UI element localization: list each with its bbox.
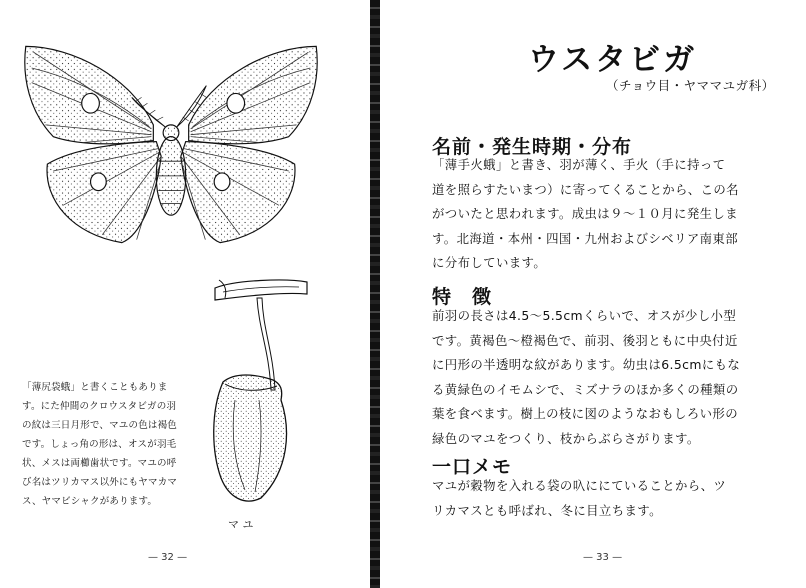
moth-illustration bbox=[14, 38, 328, 250]
page-number-left: — 32 — bbox=[148, 552, 188, 563]
page-title: ウスタビガ bbox=[528, 42, 698, 78]
section-body-features: 前羽の長さは4.5～5.5cmくらいで、オスが少し小型 です。黄褐色～橙褐色で、前羽、後羽ともに中央付近 に円形の半透明な紋があります。幼虫は6.5cmにもな る黄緑色のイモムシで、ミズナラのほか多くの種類の 葉を食べます。樹上の枝に図のようなおもしろい形の 緑色のマユをつくり、枝からぶらさがります。 bbox=[432, 308, 741, 446]
cocoon-illustration bbox=[195, 270, 315, 510]
section-heading-memo: 一口メモ bbox=[432, 456, 513, 478]
section-body-memo: マユが穀物を入れる袋の叺ににていることから、ツ リカマスとも呼ばれ、冬に目立ちます。 bbox=[432, 478, 727, 518]
right-page bbox=[380, 0, 806, 588]
book-gutter bbox=[370, 0, 380, 588]
page-number-right: — 33 — bbox=[583, 552, 623, 563]
section-body-name-season-range: 「薄手火蛾」と書き、羽が薄く、手火（手に持って 道を照らすたいまつ）に寄ってくることから、この名 がついたと思われます。成虫は９～１０月に発生しま す。北海道・本州・四国・九州およびシベリア南東部 に分布しています。 bbox=[432, 157, 739, 270]
left-page bbox=[0, 0, 372, 588]
side-note: 「薄尻袋蛾」と書くこともありま す。にた仲間のクロウスタビガの羽 の紋は三日月形で、マユの色は褐色 です。しょっ角の形は、オスが羽毛 状、メスは両櫛歯状です。マユの呼 び名はツリカマス以外にもヤマカマ ス、ヤマビシャクがあります。 bbox=[22, 382, 178, 507]
section-heading-features: 特 徴 bbox=[432, 286, 493, 308]
section-heading-name-season-range: 名前・発生時期・分布 bbox=[432, 136, 633, 158]
classification-subtitle: （チョウ目・ヤママユガ科） bbox=[606, 78, 775, 93]
cocoon-caption: マ ユ bbox=[228, 518, 254, 531]
